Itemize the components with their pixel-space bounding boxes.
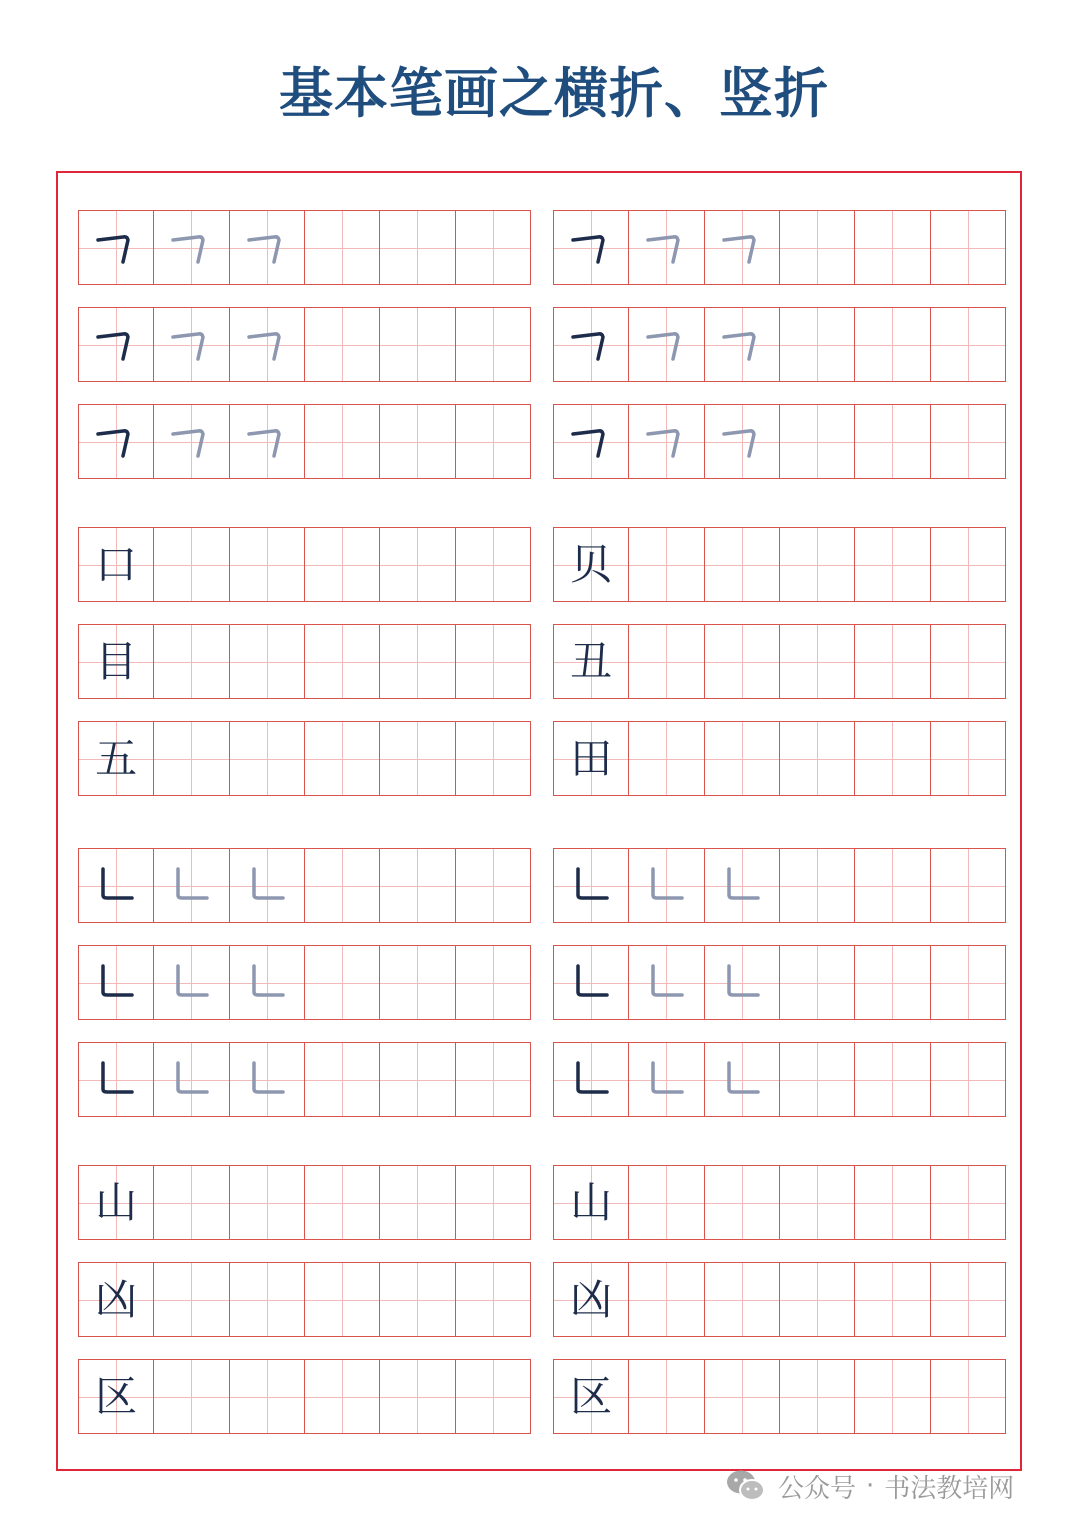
- practice-cell[interactable]: [154, 849, 229, 922]
- practice-cell[interactable]: [305, 405, 380, 478]
- practice-cell[interactable]: [230, 849, 305, 922]
- practice-cell[interactable]: [380, 849, 455, 922]
- practice-cell[interactable]: [305, 1043, 380, 1116]
- practice-cell[interactable]: [305, 528, 380, 601]
- practice-row: [553, 527, 1006, 602]
- practice-cell[interactable]: [154, 625, 229, 698]
- practice-cell[interactable]: [780, 722, 855, 795]
- practice-row: [78, 1042, 531, 1117]
- model-character: 区: [570, 1371, 613, 1421]
- practice-cell[interactable]: [931, 405, 1005, 478]
- practice-row: [78, 1165, 531, 1240]
- shuzhe-trace-icon: [237, 1050, 297, 1110]
- practice-cell[interactable]: [154, 1043, 229, 1116]
- practice-cell[interactable]: [456, 625, 530, 698]
- practice-cell[interactable]: [230, 1166, 305, 1239]
- practice-cell[interactable]: [705, 1263, 780, 1336]
- practice-row: [553, 721, 1006, 796]
- practice-cell[interactable]: [931, 1043, 1005, 1116]
- practice-cell[interactable]: [380, 308, 455, 381]
- practice-cell[interactable]: [456, 1043, 530, 1116]
- practice-cell[interactable]: [305, 1263, 380, 1336]
- shuzhe-stroke-icon: [86, 953, 146, 1013]
- practice-row: [78, 404, 531, 479]
- model-stroke: [554, 946, 628, 1019]
- trace-stroke: [705, 211, 779, 284]
- practice-cell[interactable]: [154, 211, 229, 284]
- trace-stroke: [230, 1043, 304, 1116]
- practice-cell[interactable]: [554, 528, 629, 601]
- practice-cell[interactable]: [79, 1166, 154, 1239]
- trace-stroke: [230, 849, 304, 922]
- model-character: 口: [95, 539, 138, 589]
- model-stroke: [79, 308, 153, 381]
- practice-cell[interactable]: [855, 946, 930, 1019]
- trace-stroke: [705, 405, 779, 478]
- practice-cell[interactable]: [380, 405, 455, 478]
- practice-cell[interactable]: [931, 946, 1005, 1019]
- practice-cell[interactable]: [79, 849, 154, 922]
- page-title: 基本笔画之横折、竖折: [279, 61, 829, 125]
- trace-stroke: [629, 405, 703, 478]
- practice-cell[interactable]: [79, 722, 154, 795]
- practice-cell[interactable]: [456, 1360, 530, 1433]
- practice-cell[interactable]: [931, 1360, 1005, 1433]
- trace-stroke: [705, 849, 779, 922]
- model-stroke: [554, 211, 628, 284]
- trace-stroke: [230, 211, 304, 284]
- practice-cell[interactable]: [629, 1043, 704, 1116]
- trace-stroke: [705, 1043, 779, 1116]
- practice-cell[interactable]: [154, 1263, 229, 1336]
- trace-stroke: [629, 308, 703, 381]
- practice-cell[interactable]: [780, 211, 855, 284]
- practice-row: [553, 210, 1006, 285]
- model-stroke: [79, 405, 153, 478]
- practice-cell[interactable]: [305, 722, 380, 795]
- shuzhe-trace-icon: [636, 1050, 696, 1110]
- trace-stroke: [629, 211, 703, 284]
- trace-stroke: [629, 946, 703, 1019]
- hengzhe-trace-icon: [161, 315, 221, 375]
- practice-cell[interactable]: [380, 1360, 455, 1433]
- practice-cell[interactable]: [305, 211, 380, 284]
- practice-cell[interactable]: [931, 211, 1005, 284]
- model-character: 区: [95, 1371, 138, 1421]
- practice-cell[interactable]: [931, 625, 1005, 698]
- practice-cell[interactable]: [456, 1166, 530, 1239]
- trace-stroke: [230, 946, 304, 1019]
- practice-cell[interactable]: [855, 528, 930, 601]
- watermark-label: 公众号: [778, 1473, 857, 1504]
- practice-cell[interactable]: [629, 849, 704, 922]
- practice-cell[interactable]: [629, 946, 704, 1019]
- trace-stroke: [154, 946, 228, 1019]
- practice-cell[interactable]: [705, 849, 780, 922]
- practice-cell[interactable]: [629, 625, 704, 698]
- practice-cell[interactable]: [380, 722, 455, 795]
- trace-stroke: [629, 1043, 703, 1116]
- watermark-separator: ·: [866, 1471, 875, 1501]
- practice-row: [78, 945, 531, 1020]
- practice-cell[interactable]: [705, 211, 780, 284]
- practice-row: [78, 624, 531, 699]
- hengzhe-stroke-icon: [561, 412, 621, 472]
- practice-cell[interactable]: [154, 946, 229, 1019]
- practice-cell[interactable]: [456, 405, 530, 478]
- watermark-account: 书法教培网: [884, 1473, 1015, 1504]
- practice-cell[interactable]: [230, 211, 305, 284]
- practice-row: [553, 945, 1006, 1020]
- practice-cell[interactable]: [554, 1166, 629, 1239]
- practice-cell[interactable]: [230, 308, 305, 381]
- practice-cell[interactable]: [230, 1043, 305, 1116]
- practice-row: [553, 624, 1006, 699]
- shuzhe-trace-icon: [237, 856, 297, 916]
- trace-stroke: [705, 946, 779, 1019]
- practice-row: [553, 1042, 1006, 1117]
- practice-cell[interactable]: [230, 722, 305, 795]
- practice-cell[interactable]: [705, 528, 780, 601]
- shuzhe-trace-icon: [712, 953, 772, 1013]
- practice-row: [78, 721, 531, 796]
- practice-cell[interactable]: [456, 722, 530, 795]
- practice-cell[interactable]: [554, 405, 629, 478]
- practice-cell[interactable]: [554, 722, 629, 795]
- practice-row: [78, 1262, 531, 1337]
- practice-cell[interactable]: [456, 308, 530, 381]
- practice-cell[interactable]: [629, 405, 704, 478]
- practice-cell[interactable]: [456, 211, 530, 284]
- practice-cell[interactable]: [380, 1263, 455, 1336]
- shuzhe-stroke-icon: [86, 1050, 146, 1110]
- practice-cell[interactable]: [154, 528, 229, 601]
- practice-row: [78, 527, 531, 602]
- model-stroke: [79, 946, 153, 1019]
- practice-cell[interactable]: [305, 1360, 380, 1433]
- practice-cell[interactable]: [780, 308, 855, 381]
- practice-cell[interactable]: [780, 1166, 855, 1239]
- trace-stroke: [154, 308, 228, 381]
- practice-cell[interactable]: [305, 1166, 380, 1239]
- practice-cell[interactable]: [931, 1166, 1005, 1239]
- practice-cell[interactable]: [79, 211, 154, 284]
- trace-stroke: [629, 849, 703, 922]
- practice-row: [553, 307, 1006, 382]
- practice-cell[interactable]: [855, 722, 930, 795]
- practice-cell[interactable]: [705, 1166, 780, 1239]
- shuzhe-trace-icon: [712, 856, 772, 916]
- practice-cell[interactable]: [456, 1263, 530, 1336]
- model-character: 山: [95, 1177, 138, 1227]
- hengzhe-trace-icon: [712, 218, 772, 278]
- practice-cell[interactable]: [380, 1166, 455, 1239]
- practice-cell[interactable]: [705, 308, 780, 381]
- practice-cell[interactable]: [780, 946, 855, 1019]
- shuzhe-trace-icon: [161, 953, 221, 1013]
- shuzhe-trace-icon: [712, 1050, 772, 1110]
- practice-row: [553, 1359, 1006, 1434]
- practice-cell[interactable]: [79, 308, 154, 381]
- hengzhe-stroke-icon: [561, 218, 621, 278]
- practice-cell[interactable]: [629, 528, 704, 601]
- shuzhe-stroke-icon: [561, 953, 621, 1013]
- hengzhe-trace-icon: [636, 218, 696, 278]
- practice-cell[interactable]: [855, 1043, 930, 1116]
- hengzhe-trace-icon: [636, 315, 696, 375]
- practice-cell[interactable]: [380, 528, 455, 601]
- shuzhe-stroke-icon: [561, 856, 621, 916]
- practice-cell[interactable]: [855, 1263, 930, 1336]
- practice-row: [78, 307, 531, 382]
- trace-stroke: [154, 849, 228, 922]
- practice-cell[interactable]: [554, 946, 629, 1019]
- shuzhe-trace-icon: [636, 856, 696, 916]
- practice-row: [553, 1262, 1006, 1337]
- practice-cell[interactable]: [554, 1043, 629, 1116]
- model-stroke: [79, 849, 153, 922]
- practice-cell[interactable]: [230, 625, 305, 698]
- model-stroke: [554, 849, 628, 922]
- shuzhe-trace-icon: [161, 1050, 221, 1110]
- trace-stroke: [230, 308, 304, 381]
- practice-cell[interactable]: [79, 1043, 154, 1116]
- model-character: 五: [95, 733, 138, 783]
- practice-cell[interactable]: [629, 722, 704, 795]
- model-stroke: [79, 1043, 153, 1116]
- practice-cell[interactable]: [380, 946, 455, 1019]
- practice-cell[interactable]: [931, 1263, 1005, 1336]
- model-character: 目: [95, 636, 138, 686]
- model-character: 田: [570, 733, 613, 783]
- hengzhe-trace-icon: [237, 218, 297, 278]
- hengzhe-trace-icon: [161, 412, 221, 472]
- practice-cell[interactable]: [154, 1360, 229, 1433]
- wechat-icon: [726, 1469, 766, 1503]
- practice-cell[interactable]: [456, 849, 530, 922]
- practice-cell[interactable]: [931, 528, 1005, 601]
- practice-row: [78, 848, 531, 923]
- practice-cell[interactable]: [780, 625, 855, 698]
- practice-cell[interactable]: [230, 1360, 305, 1433]
- practice-cell[interactable]: [554, 1360, 629, 1433]
- practice-cell[interactable]: [230, 1263, 305, 1336]
- practice-cell[interactable]: [780, 1360, 855, 1433]
- hengzhe-stroke-icon: [561, 315, 621, 375]
- hengzhe-trace-icon: [237, 412, 297, 472]
- practice-cell[interactable]: [705, 946, 780, 1019]
- practice-cell[interactable]: [230, 946, 305, 1019]
- practice-row: [553, 404, 1006, 479]
- model-character: 丑: [570, 636, 613, 686]
- model-stroke: [554, 405, 628, 478]
- practice-cell[interactable]: [154, 405, 229, 478]
- hengzhe-trace-icon: [237, 315, 297, 375]
- practice-cell[interactable]: [305, 625, 380, 698]
- practice-cell[interactable]: [79, 528, 154, 601]
- practice-cell[interactable]: [79, 625, 154, 698]
- practice-cell[interactable]: [705, 1043, 780, 1116]
- shuzhe-trace-icon: [161, 856, 221, 916]
- practice-row: [78, 210, 531, 285]
- practice-cell[interactable]: [79, 1263, 154, 1336]
- practice-cell[interactable]: [230, 405, 305, 478]
- practice-cell[interactable]: [855, 1360, 930, 1433]
- practice-cell[interactable]: [931, 722, 1005, 795]
- practice-cell[interactable]: [629, 211, 704, 284]
- model-stroke: [554, 1043, 628, 1116]
- hengzhe-stroke-icon: [86, 412, 146, 472]
- trace-stroke: [154, 1043, 228, 1116]
- practice-row: [553, 848, 1006, 923]
- practice-cell[interactable]: [780, 849, 855, 922]
- hengzhe-trace-icon: [161, 218, 221, 278]
- model-character: 凶: [570, 1274, 613, 1324]
- shuzhe-trace-icon: [237, 953, 297, 1013]
- practice-cell[interactable]: [855, 625, 930, 698]
- practice-cell[interactable]: [931, 308, 1005, 381]
- model-stroke: [554, 308, 628, 381]
- shuzhe-stroke-icon: [86, 856, 146, 916]
- practice-cell[interactable]: [305, 946, 380, 1019]
- practice-cell[interactable]: [380, 1043, 455, 1116]
- hengzhe-trace-icon: [712, 412, 772, 472]
- practice-cell[interactable]: [154, 722, 229, 795]
- model-stroke: [79, 211, 153, 284]
- practice-cell[interactable]: [705, 625, 780, 698]
- practice-cell[interactable]: [705, 405, 780, 478]
- practice-cell[interactable]: [855, 1166, 930, 1239]
- practice-cell[interactable]: [154, 308, 229, 381]
- watermark: [726, 1466, 1014, 1506]
- practice-cell[interactable]: [456, 528, 530, 601]
- practice-cell[interactable]: [380, 625, 455, 698]
- practice-cell[interactable]: [554, 849, 629, 922]
- practice-cell[interactable]: [780, 1043, 855, 1116]
- shuzhe-trace-icon: [636, 953, 696, 1013]
- practice-cell[interactable]: [305, 308, 380, 381]
- trace-stroke: [154, 405, 228, 478]
- practice-cell[interactable]: [855, 849, 930, 922]
- hengzhe-trace-icon: [712, 315, 772, 375]
- hengzhe-trace-icon: [636, 412, 696, 472]
- practice-cell[interactable]: [629, 1166, 704, 1239]
- practice-cell[interactable]: [230, 528, 305, 601]
- practice-row: [78, 1359, 531, 1434]
- practice-cell[interactable]: [855, 211, 930, 284]
- practice-cell[interactable]: [305, 849, 380, 922]
- practice-cell[interactable]: [554, 625, 629, 698]
- practice-cell[interactable]: [79, 946, 154, 1019]
- practice-cell[interactable]: [629, 1263, 704, 1336]
- practice-cell[interactable]: [629, 308, 704, 381]
- practice-cell[interactable]: [79, 405, 154, 478]
- practice-cell[interactable]: [629, 1360, 704, 1433]
- model-character: 贝: [570, 539, 613, 589]
- practice-cell[interactable]: [931, 849, 1005, 922]
- practice-cell[interactable]: [780, 405, 855, 478]
- practice-cell[interactable]: [554, 1263, 629, 1336]
- shuzhe-stroke-icon: [561, 1050, 621, 1110]
- practice-cell[interactable]: [705, 1360, 780, 1433]
- model-character: 凶: [95, 1274, 138, 1324]
- practice-cell[interactable]: [780, 1263, 855, 1336]
- practice-cell[interactable]: [456, 946, 530, 1019]
- trace-stroke: [705, 308, 779, 381]
- practice-row: [553, 1165, 1006, 1240]
- practice-cell[interactable]: [780, 528, 855, 601]
- practice-cell[interactable]: [855, 405, 930, 478]
- practice-cell[interactable]: [79, 1360, 154, 1433]
- practice-cell[interactable]: [554, 211, 629, 284]
- trace-stroke: [154, 211, 228, 284]
- hengzhe-stroke-icon: [86, 218, 146, 278]
- practice-cell[interactable]: [154, 1166, 229, 1239]
- practice-cell[interactable]: [554, 308, 629, 381]
- hengzhe-stroke-icon: [86, 315, 146, 375]
- practice-cell[interactable]: [380, 211, 455, 284]
- practice-cell[interactable]: [855, 308, 930, 381]
- model-character: 山: [570, 1177, 613, 1227]
- trace-stroke: [230, 405, 304, 478]
- practice-cell[interactable]: [705, 722, 780, 795]
